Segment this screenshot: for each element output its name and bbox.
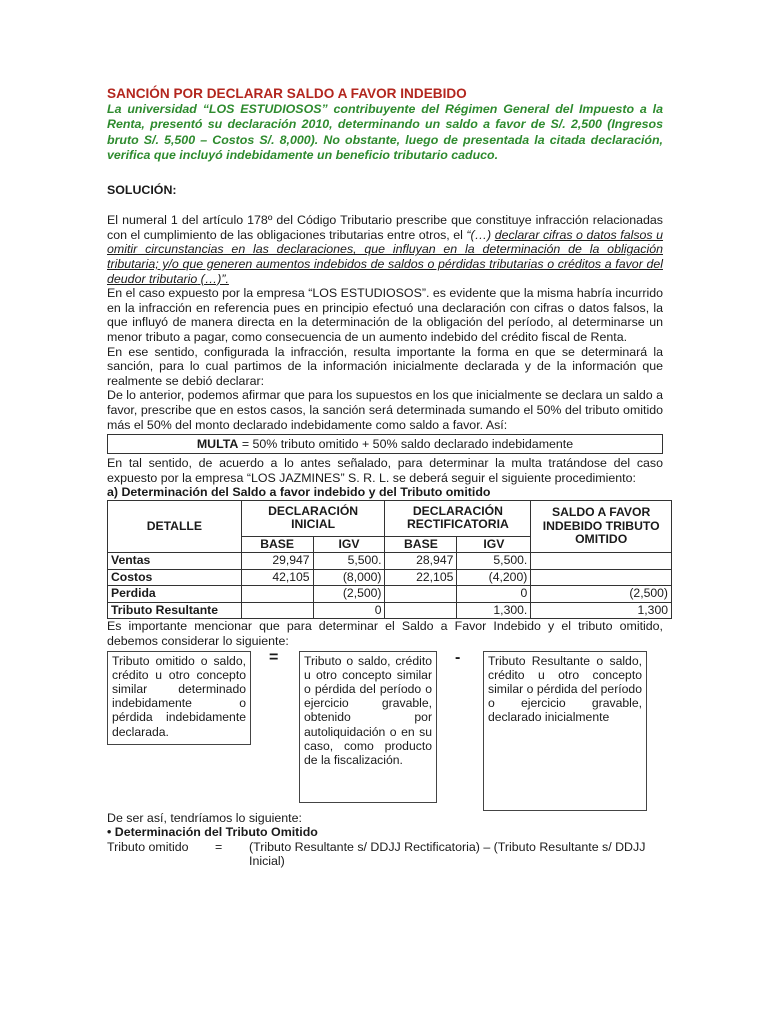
- box-tributo-fiscalizacion: Tributo o saldo, crédito u otro concepto similar o pérdida del período o ejercicio gravable, obtenido por autoliquidación o en su caso, como producto de la fiscalización.: [299, 651, 437, 803]
- multa-formula-box: [107, 434, 663, 454]
- formula-label: Tributo omitido: [107, 839, 189, 854]
- cell-igv-rectificatoria: 0: [457, 586, 531, 603]
- cell-base-rectificatoria: [385, 602, 457, 619]
- table-row: [108, 586, 672, 603]
- document-title: SANCIÓN POR DECLARAR SALDO A FAVOR INDEBIDO: [107, 86, 467, 101]
- paragraph-procedure: En tal sentido, de acuerdo a lo antes señalado, para determinar la multa tratándose del caso expuesto por la empresa “LOS JAZMINES” S. R. L. se deberá seguir el siguiente procedimiento:: [107, 456, 663, 485]
- formula-text: (Tributo Resultante s/ DDJJ Rectificatoria) – (Tributo Resultante s/ DDJJ Inicial): [249, 839, 646, 869]
- row-label: Tributo Resultante: [108, 602, 242, 619]
- cell-base-rectificatoria: 22,105: [385, 569, 457, 586]
- cell-saldo: [531, 569, 672, 586]
- paragraph-article-178: [107, 213, 663, 286]
- multa-formula: = 50% tributo omitido + 50% saldo declarado indebidamente: [238, 437, 574, 452]
- cell-igv-inicial: 5,500.: [313, 553, 385, 570]
- cell-base-inicial: [241, 602, 313, 619]
- bullet-heading-tributo-omitido: • Determinación del Tributo Omitido: [107, 825, 318, 840]
- formula-tributo-omitido: [107, 840, 663, 869]
- header-saldo-indebido: SALDO A FAVOR INDEBIDO TRIBUTO OMITIDO: [531, 500, 672, 553]
- quoted-underlined-text: declarar cifras o datos falsos u omitir circunstancias en las declaraciones, que influyan en la determinación de la obligación tributaria; y/o que generen aumentos indebidos de saldos o pérdidas tributarias o créditos a favor del deudor tributario: [107, 227, 664, 286]
- cell-saldo: (2,500): [531, 586, 672, 603]
- row-label: Costos: [108, 569, 242, 586]
- paragraph-supuestos: De lo anterior, podemos afirmar que para los supuestos en los que inicialmente se declara un saldo a favor, prescribe que en estos casos, la sanción será determinada sumando el 50% del tributo omitido más el 50% del monto declarado indebidamente como saldo a favor. Así:: [107, 388, 663, 432]
- paragraph-result: De ser así, tendríamos lo siguiente:: [107, 810, 302, 825]
- header-igv-rectificatoria: IGV: [457, 536, 531, 553]
- cell-igv-rectificatoria: (4,200): [457, 569, 531, 586]
- document-page: [107, 86, 668, 869]
- paragraph-consider: Es importante mencionar que para determinar el Saldo a Favor Indebido y el tributo omitido, debemos considerar lo siguiente:: [107, 619, 663, 648]
- multa-label: MULTA: [196, 437, 239, 452]
- table-row: [108, 553, 672, 570]
- header-igv-inicial: IGV: [313, 536, 385, 553]
- cell-saldo: 1,300: [531, 602, 672, 619]
- equals-sign: =: [269, 648, 279, 666]
- table-row: [108, 569, 672, 586]
- cell-base-inicial: 29,947: [241, 553, 313, 570]
- cell-igv-inicial: (2,500): [313, 586, 385, 603]
- cell-base-rectificatoria: 28,947: [385, 553, 457, 570]
- quote-close: (…)”.: [197, 271, 229, 286]
- header-declaracion-rectificatoria: DECLARACIÓN RECTIFICATORIA: [385, 500, 531, 536]
- cell-base-inicial: [241, 586, 313, 603]
- cell-igv-inicial: 0: [313, 602, 385, 619]
- header-detalle: DETALLE: [108, 500, 242, 553]
- row-label: Ventas: [108, 553, 242, 570]
- box-tributo-omitido: Tributo omitido o saldo, crédito u otro concepto similar determinado indebidamente o pérdida indebidamente declarada.: [107, 651, 251, 745]
- cell-base-rectificatoria: [385, 586, 457, 603]
- header-base-inicial: BASE: [241, 536, 313, 553]
- paragraph-case: En el caso expuesto por la empresa “LOS ESTUDIOSOS”. es evidente que la misma habría incurrido en la infracción en referencia pues en principio efectuó una declaración con cifras o datos falsos, la que influyó de manera directa en la determinación de la obligación del período, al determinarse un menor tributo a pagar, como consecuencia de un aumento indebido del crédito fiscal de Renta.: [107, 286, 663, 344]
- cell-base-inicial: 42,105: [241, 569, 313, 586]
- paragraph-sanction: En ese sentido, configurada la infracción, resulta importante la forma en que se determinará la sanción, para lo cual partimos de la información inicialmente declarada y de la información que realmente se debió declarar:: [107, 344, 663, 388]
- cell-igv-rectificatoria: 5,500.: [457, 553, 531, 570]
- header-declaracion-inicial: DECLARACIÓN INICIAL: [241, 500, 385, 536]
- case-statement: La universidad “LOS ESTUDIOSOS” contribuyente del Régimen General del Impuesto a la Renta, presentó su declaración 2010, determinando un saldo a favor de S/. 2,500 (Ingresos bruto S/. 5,500 – Costos S/. 8,000). No obstante, luego de presentada la citada declaración, verifica que incluyó indebidamente un beneficio tributario caduco.: [107, 102, 663, 163]
- determination-table: [107, 500, 672, 620]
- solution-heading: SOLUCIÓN:: [107, 182, 177, 197]
- formula-equals: =: [215, 839, 223, 854]
- box-tributo-inicial: Tributo Resultante o saldo, crédito u otro concepto similar o pérdida del período o ejercicio gravable, declarado inicialmente: [483, 651, 647, 811]
- header-base-rectificatoria: BASE: [385, 536, 457, 553]
- paragraph-lead: El numeral 1 del artículo 178º del Código Tributario prescribe que constituye infracción relacionadas con el cumplimiento de las obligaciones tributarias entre otros, el: [107, 213, 663, 242]
- minus-sign: -: [455, 648, 461, 666]
- cell-saldo: [531, 553, 672, 570]
- table-row: [108, 602, 672, 619]
- row-label: Perdida: [108, 586, 242, 603]
- section-a-heading: a) Determinación del Saldo a favor indebido y del Tributo omitido: [107, 485, 491, 500]
- formula-boxes: [107, 648, 663, 811]
- quote-open: “(…): [466, 227, 495, 242]
- cell-igv-rectificatoria: 1,300.: [457, 602, 531, 619]
- cell-igv-inicial: (8,000): [313, 569, 385, 586]
